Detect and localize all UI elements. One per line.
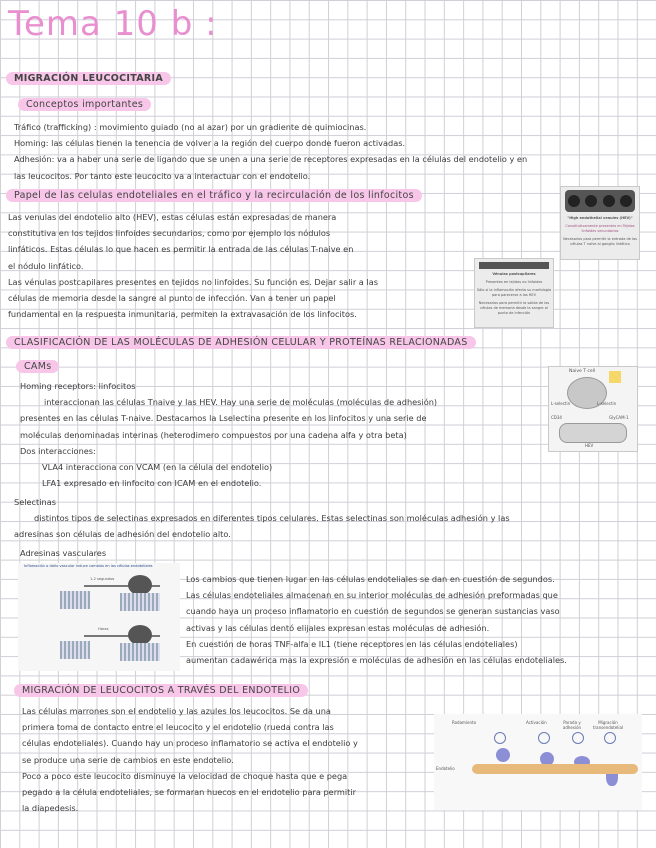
text-line: aumentan cadawérica mas la expresión e moléculas de adhesión en las células endoteliales. [186, 655, 567, 666]
selectinas-label: Selectinas [14, 497, 57, 507]
selectinas-text [14, 510, 510, 542]
step-label: Rodamiento [452, 720, 477, 725]
hev-cell-shape [559, 423, 627, 443]
cell-image [128, 625, 152, 645]
migration-figure [434, 714, 642, 810]
leukocyte-marker [494, 732, 506, 744]
naive-t-cell-figure [548, 366, 638, 452]
conceptos-text [14, 119, 527, 184]
text-line: Las células endoteliales almacenan en su interior moléculas de adhesión preformadas que [186, 590, 558, 601]
venulas-image [479, 262, 549, 269]
migracion-text [22, 703, 358, 816]
adresinas-label: Adresinas vasculares [20, 548, 107, 558]
fig-caption: Constitutivamente presentes en Tejidos linfoides secundarios [565, 224, 635, 233]
text-line: VLA4 interacciona con VCAM (en la célula del endotelio) [42, 462, 273, 473]
fig-label: L-selectin [597, 401, 617, 406]
fig-label: GlyCAM-1 [609, 415, 629, 420]
text-line: En cuestión de horas TNF-alfa e IL1 (tiene receptores en las células endoteliales) [186, 638, 518, 649]
fig-label: L-selectin [551, 401, 571, 406]
fig-label: HEV [585, 443, 594, 448]
fig-caption: Vénulas postcapilares [492, 272, 536, 276]
papel-text [8, 209, 378, 322]
leukocyte-marker [538, 732, 550, 744]
section-heading-papel: Papel de las celulas endoteliales en el tráfico y la recirculación de los linfocitos [6, 189, 422, 202]
text-line: interaccionan las células Tnaive y las HEV. Hay una serie de moléculas (moléculas de adhesión) [44, 397, 438, 408]
text-line: células de memoria desde la sangre al punto de infección. Van a tener un papel [8, 293, 336, 304]
step-label: Activación [526, 720, 547, 725]
fig-label: CD34 [551, 415, 562, 420]
text-line: Las vénulas postcapilares presentes en tejidos no linfoides. Su función es. Dejar salir a las [8, 276, 378, 287]
layer-label: Endotelio [436, 766, 455, 771]
text-line: cuando haya un proceso inflamatorio en cuestión de segundos se generan sustancias vaso [186, 606, 560, 617]
adresinas-text [186, 571, 567, 668]
text-line: Homing: las células tienen la tenencia de volver a la región del cuerpo donde fueron activadas. [14, 138, 406, 149]
cams-text [20, 378, 437, 491]
fig-caption: 1-2 segundos [90, 577, 115, 581]
endothelium-image [60, 641, 90, 659]
text-line: distintos tipos de selectinas expresados en diferentes tipos celulares. Estas selectinas son moléculas adhesión y las [34, 513, 510, 523]
text-line: primera toma de contacto entre el leucocito y el endotelio (rueda contra las [22, 722, 334, 733]
text-line: Adhesión: va a haber una serie de ligando que se unen a una serie de receptores expresadas en la células del endotelio y en [14, 154, 528, 165]
leukocyte [496, 748, 510, 762]
fig-label: Naive T cell [569, 369, 596, 374]
leukocyte-marker [604, 732, 616, 744]
fig-caption: Horas [98, 627, 109, 631]
text-line: la diapedesis. [22, 803, 79, 814]
venulas-figure [474, 258, 554, 328]
text-line: Tráfico (trafficking) : movimiento guiado (no al azar) por un gradiente de quimiocinas. [14, 122, 367, 132]
section-heading-migracion-endotelio: MIGRACIÓN DE LEUCOCITOS A TRAVÉS DEL ENDOTELIO [14, 684, 308, 697]
text-line: Dos interacciones: [20, 445, 96, 456]
step-label: Migración transendotelial [592, 720, 624, 730]
adresinas-figure [18, 563, 180, 671]
text-line: activas y las células dentó elijales expresan estas moléculas de adhesión. [186, 622, 490, 633]
text-line: Las células marrones son el endotelio y las azules los leucocitos. Se da una [22, 706, 331, 716]
text-line: constitutiva en los tejidos linfoides secundarios, como por ejemplo los nódulos [8, 228, 331, 239]
text-line: células endoteliales). Cuando hay un proceso inflamatorio se activa el endotelio y [22, 738, 358, 749]
text-line: Homing receptors: linfocitos [20, 381, 136, 391]
endothelium-image [120, 593, 160, 611]
fig-caption: Sólo si la inflamación afecta su morfología para parecerse a las HEV [476, 288, 552, 297]
subheading-conceptos: Conceptos importantes [18, 98, 151, 111]
hev-figure [560, 186, 640, 260]
cell-image [128, 575, 152, 595]
section-heading-clasificacion: CLASIFICACIÓN DE LAS MOLÉCULAS DE ADHESIÓN CELULAR Y PROTEÍNAS RELACIONADAS [6, 336, 476, 349]
fig-caption: "High endothelial venules (HEV)" [567, 216, 633, 220]
endothelium-image [60, 591, 90, 609]
page-title: Tema 10 b : [8, 4, 218, 44]
fig-caption: Necesarios para permitir la salida de las células de memoria desde la sangre al punto de infección [478, 301, 550, 315]
text-line: fundamental en la respuesta inmunitaria, permiten la extravasación de los linfocitos. [8, 309, 357, 320]
fig-caption: Presentes en tejidos no linfoides [485, 280, 543, 284]
text-line: Los cambios que tienen lugar en las células endoteliales se dan en cuestión de segundos. [186, 574, 555, 584]
text-line: se produce una serie de cambios en este endotelio. [22, 754, 234, 765]
fig-caption: Inflamación o daño vascular induce cambios en las células endoteliales [24, 564, 153, 568]
section-heading-migracion: MIGRACIÓN LEUCOCITARIA [6, 72, 171, 85]
text-line: presentes en las células T-naive. Destacamos la Lselectina presente en los linfocitos y una serie de [20, 413, 427, 424]
text-line: Las venulas del endotelio alto (HEV), estas células están expresadas de manera [8, 212, 337, 222]
text-line: pegado a la célula endoteliales, se formaran huecos en el endotelio para permitir [22, 787, 357, 798]
text-line: Poco a poco este leucocito disminuye la velocidad de choque hasta que e pega [22, 770, 348, 781]
hev-cells-image [565, 190, 635, 212]
text-line: el nódulo linfático. [8, 260, 84, 271]
step-label: Parada y adhesión [562, 720, 582, 730]
text-line: las leucocitos. Por tanto este leucocito va a interactuar con el endotelio. [14, 170, 311, 181]
endothelium-layer [472, 764, 638, 774]
endothelium-image [120, 643, 160, 661]
leukocyte-marker [572, 732, 584, 744]
text-line: linfáticos. Estas células lo que hacen es permitir la entrada de las células T-naive en [8, 244, 354, 255]
subheading-cams: CAMs [16, 360, 59, 373]
text-line: LFA1 expresado en linfocito con ICAM en el endotelio. [42, 478, 262, 489]
legend-square [609, 371, 621, 383]
fig-caption: Necesarios para permitir la entrada de las células T naïve al ganglio linfático [563, 237, 637, 246]
text-line: adresinas son células de adhesión del endotelio alto. [14, 529, 231, 540]
text-line: moléculas denominadas interinas (heterodimero compuestos por una cadena alfa y otra beta) [20, 429, 407, 440]
